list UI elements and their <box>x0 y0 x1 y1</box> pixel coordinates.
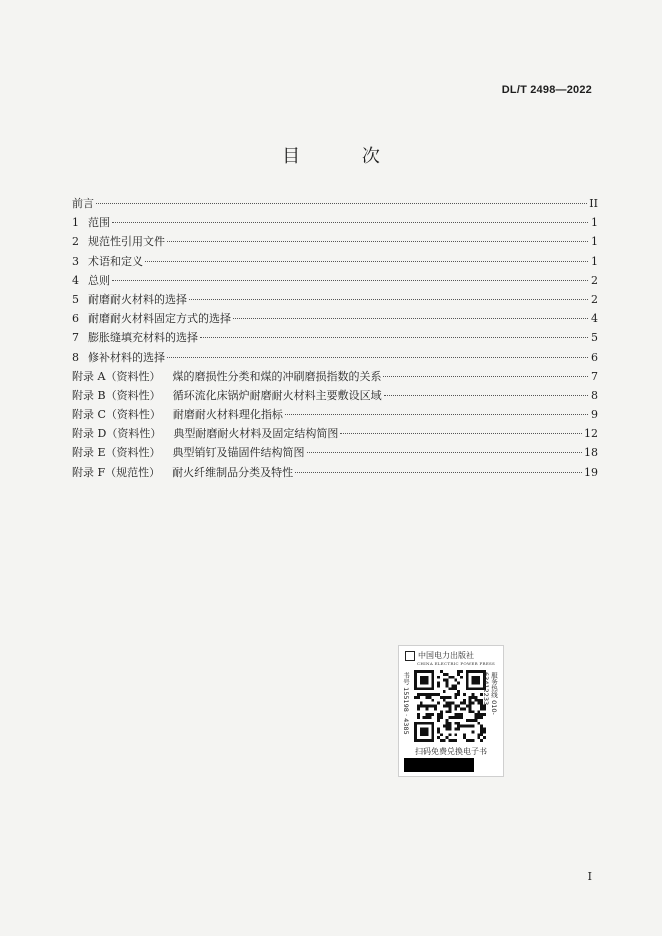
toc-entry[interactable] <box>72 195 598 214</box>
toc-entry-number: 6 <box>72 312 79 326</box>
toc-entry-number: 附录 B（资料性） <box>72 388 161 402</box>
toc-entry-label: 典型销钉及锚固件结构简图 <box>172 446 305 460</box>
document-code: DL/T 2498—2022 <box>501 84 592 96</box>
ebook-qr-stamp <box>398 645 504 777</box>
toc-entry-number: 附录 F（规范性） <box>72 465 161 479</box>
qr-code-icon[interactable] <box>414 670 486 742</box>
page-number: I <box>587 870 592 883</box>
toc-entry-label: 膨胀缝填充材料的选择 <box>88 331 198 345</box>
redacted-code-block <box>404 758 474 772</box>
toc-entry-page: 7 <box>591 369 598 383</box>
toc-entry-page: 5 <box>591 331 598 345</box>
toc-dot-leader <box>189 299 588 300</box>
toc-dot-leader <box>285 414 588 415</box>
toc-entry-number: 附录 D（资料性） <box>72 427 162 441</box>
toc-entry-label: 耐磨耐火材料理化指标 <box>172 408 283 422</box>
toc-entry-page: 2 <box>591 292 598 306</box>
toc-entry-page: 8 <box>591 388 598 402</box>
publisher-logo-icon <box>405 651 415 661</box>
table-of-contents <box>72 195 598 483</box>
toc-entry-label: 煤的磨损性分类和煤的冲刷磨损指数的关系 <box>172 369 382 383</box>
toc-entry[interactable] <box>72 368 598 387</box>
toc-entry-page: 19 <box>584 465 598 479</box>
toc-dot-leader <box>233 318 588 319</box>
toc-dot-leader <box>200 337 588 338</box>
toc-entry-page: 9 <box>591 408 598 422</box>
toc-entry-label: 典型耐磨耐火材料及固定结构简图 <box>173 427 339 441</box>
toc-entry[interactable] <box>72 406 598 425</box>
toc-entry[interactable] <box>72 444 598 463</box>
toc-entry-page: 2 <box>591 273 598 287</box>
toc-entry-label: 前言 <box>72 197 94 210</box>
scan-instruction: 扫码免费兑换电子书 <box>415 747 487 756</box>
toc-entry-page: 1 <box>591 254 598 268</box>
toc-entry[interactable] <box>72 214 598 233</box>
toc-entry-page: 4 <box>591 312 598 326</box>
service-phone: 服务热线 010-63412233 <box>482 672 498 715</box>
publisher-name: 中国电力出版社 <box>418 651 474 660</box>
toc-dot-leader <box>112 222 588 223</box>
toc-entry[interactable] <box>72 349 598 368</box>
toc-entry-number: 5 <box>72 292 79 306</box>
toc-dot-leader <box>383 376 588 377</box>
toc-entry-label: 耐磨耐火材料的选择 <box>88 292 187 306</box>
toc-entry-label: 规范性引用文件 <box>88 235 165 249</box>
toc-entry-number: 附录 E（资料性） <box>72 446 161 460</box>
toc-dot-leader <box>340 433 582 434</box>
toc-entry[interactable] <box>72 425 598 444</box>
toc-dot-leader <box>307 452 582 453</box>
publisher-header <box>405 650 497 661</box>
toc-entry-label: 耐火纤维制品分类及特性 <box>172 465 294 479</box>
toc-entry-page: 1 <box>591 235 598 249</box>
toc-entry-number: 2 <box>72 235 79 249</box>
toc-entry-number: 附录 C（资料性） <box>72 408 161 422</box>
toc-dot-leader <box>384 395 588 396</box>
toc-entry-label: 范围 <box>88 216 110 230</box>
toc-entry[interactable] <box>72 387 598 406</box>
toc-entry-label: 耐磨耐火材料固定方式的选择 <box>88 312 231 326</box>
toc-entry-label: 修补材料的选择 <box>88 350 165 364</box>
toc-entry[interactable] <box>72 253 598 272</box>
toc-entry-page: II <box>589 197 598 210</box>
toc-entry[interactable] <box>72 464 598 483</box>
toc-entry-page: 1 <box>591 216 598 230</box>
book-serial: 书号 155198 · 4385 <box>402 672 410 735</box>
toc-dot-leader <box>96 203 587 204</box>
toc-entry[interactable] <box>72 329 598 348</box>
toc-entry-label: 总则 <box>88 273 110 287</box>
toc-entry-number: 1 <box>72 216 79 230</box>
toc-dot-leader <box>112 280 588 281</box>
toc-entry-label: 循环流化床锅炉耐磨耐火材料主要敷设区域 <box>172 388 382 402</box>
toc-entry-page: 18 <box>584 446 598 460</box>
toc-entry-number: 7 <box>72 331 79 345</box>
toc-dot-leader <box>295 472 582 473</box>
page-title: 目 次 <box>282 146 408 167</box>
toc-entry[interactable] <box>72 291 598 310</box>
publisher-english-name: CHINA ELECTRIC POWER PRESS <box>417 661 496 666</box>
toc-entry-page: 12 <box>584 427 598 441</box>
toc-entry-number: 附录 A（资料性） <box>72 369 161 383</box>
toc-dot-leader <box>145 261 588 262</box>
toc-entry[interactable] <box>72 272 598 291</box>
toc-dot-leader <box>167 241 588 242</box>
toc-entry-number: 8 <box>72 350 79 364</box>
toc-entry-number: 3 <box>72 254 79 268</box>
toc-entry[interactable] <box>72 310 598 329</box>
toc-entry-label: 术语和定义 <box>88 254 143 268</box>
toc-entry[interactable] <box>72 233 598 252</box>
toc-entry-number: 4 <box>72 273 79 287</box>
toc-dot-leader <box>167 357 588 358</box>
toc-entry-page: 6 <box>591 350 598 364</box>
